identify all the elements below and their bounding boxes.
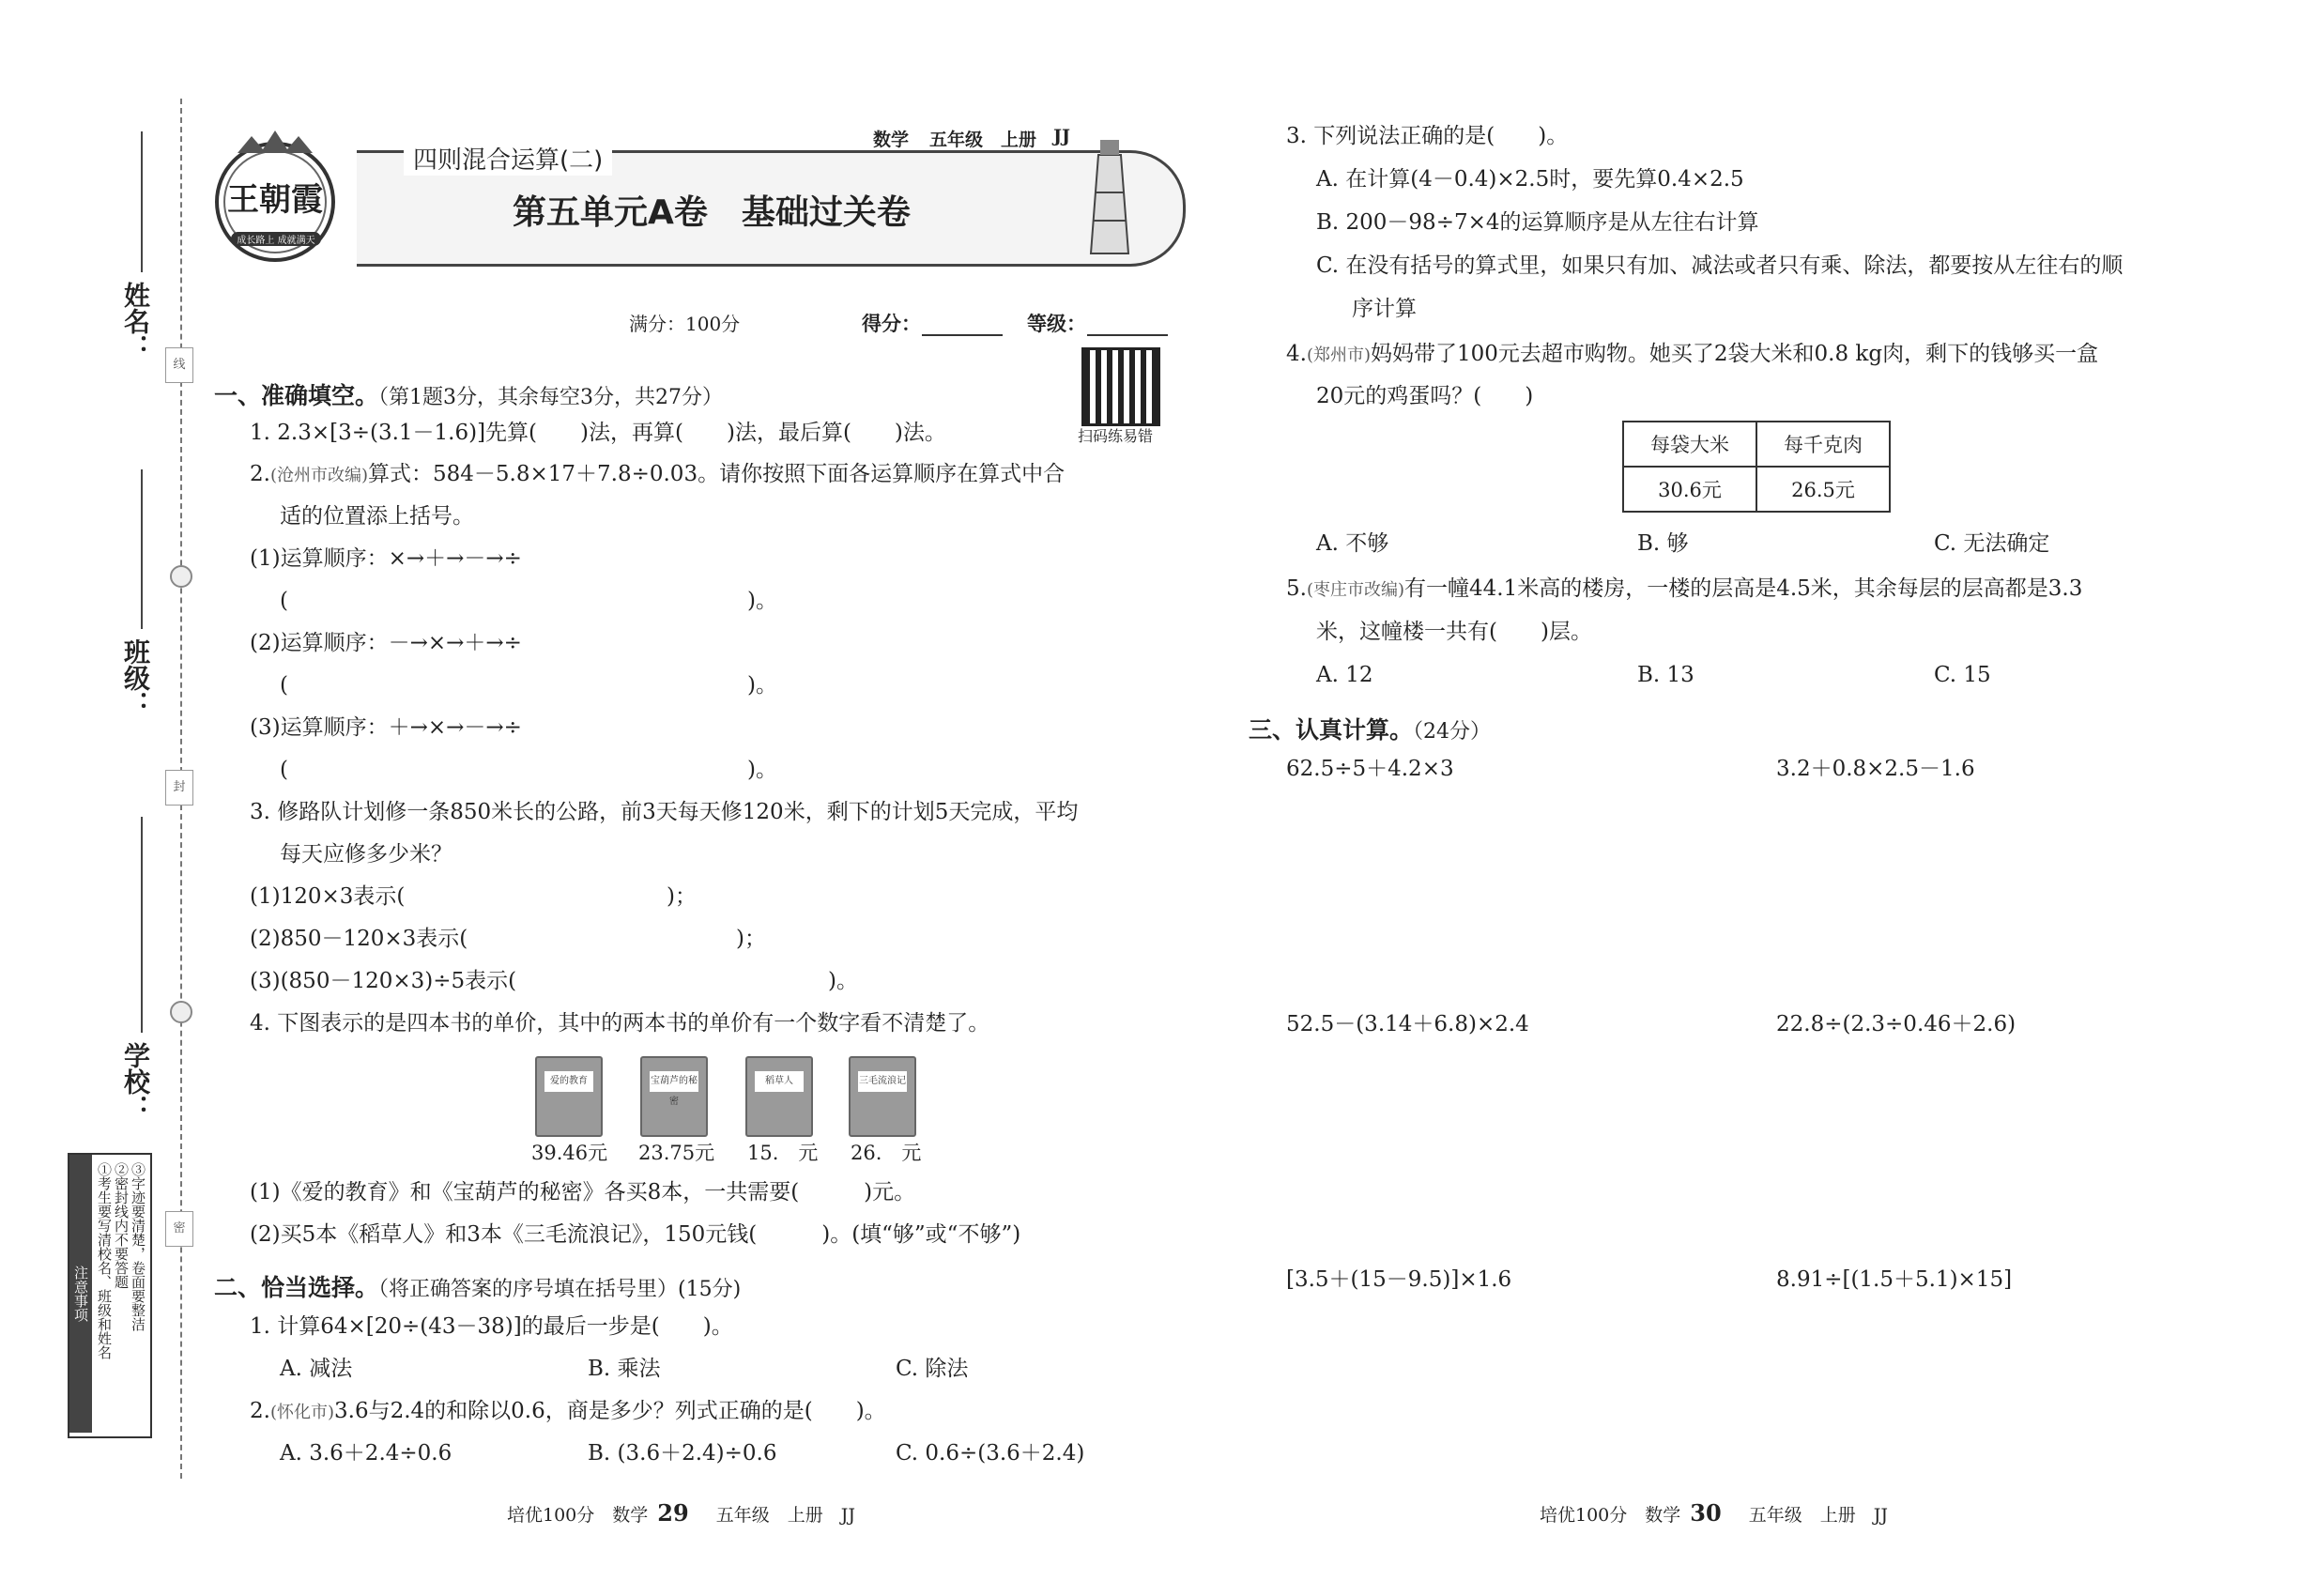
seal-mark-xian: 线: [165, 347, 193, 383]
choice-4: 4.(郑州市)妈妈带了100元去超市购物。她买了2袋大米和0.8 kg肉，剩下的钱够买一盒: [1286, 342, 2099, 366]
calc-problem: 52.5－(3.14＋6.8)×2.4: [1286, 1012, 1529, 1036]
answer-paren-open: (: [280, 758, 288, 782]
question-1-3: 3. 修路队计划修一条850米长的公路，前3天每天修120米，剩下的计划5天完成，平均: [250, 800, 1079, 824]
seal-knob-icon: [170, 565, 192, 588]
choice-2: 2.(怀化市)3.6与2.4的和除以0.6，商是多少？列式正确的是( )。: [250, 1399, 886, 1423]
book-icon: [849, 1056, 916, 1137]
grade-field[interactable]: [1087, 310, 1168, 336]
question-1-2: 2.(沧州市改编)算式：584－5.8×17＋7.8÷0.03。请你按照下面各运算顺序在算式中合: [250, 462, 1066, 486]
price-table: [1622, 421, 1891, 513]
notice-item: ②密封线内不要答题: [113, 1162, 130, 1289]
logo: [205, 127, 345, 268]
meta-term: 上册: [1001, 130, 1037, 150]
table-row: [1623, 422, 1890, 467]
calc-problem: [3.5＋(15－9.5)]×1.6: [1286, 1267, 1512, 1292]
choice-2-option-c[interactable]: C. 0.6÷(3.6＋2.4): [896, 1441, 1085, 1466]
book-icon: [535, 1056, 603, 1137]
full-score: 满分：100分: [629, 313, 741, 335]
question-1-1: 1. 2.3×[3÷(3.1－1.6)]先算( )法，再算( )法，最后算( )法。: [250, 421, 946, 445]
choice-4-cont: 20元的鸡蛋吗？( ): [1316, 384, 1534, 408]
book-title: 爱的教育: [544, 1071, 593, 1092]
q3-part-2: (2)850－120×3表示(: [250, 927, 468, 951]
book-price: 39.46元: [531, 1142, 608, 1164]
calc-problem: 3.2＋0.8×2.5－1.6: [1776, 757, 1975, 781]
choice-3-option-c[interactable]: C. 在没有括号的算式里，如果只有加、减法或者只有乘、除法，都要按从左往右的顺: [1316, 253, 2124, 278]
question-1-4: 4. 下图表示的是四本书的单价，其中的两本书的单价有一个数字看不清楚了。: [250, 1011, 990, 1036]
book-title: 宝葫芦的秘密: [650, 1071, 698, 1092]
choice-1-option-a[interactable]: A. 减法: [280, 1357, 353, 1381]
book-price: 15. 元: [747, 1142, 819, 1164]
footer-right: 培优100分 数学 30 五年级 上册 JJ: [1540, 1499, 1889, 1527]
grade-label: 等级：: [1027, 312, 1086, 335]
book-price: 26. 元: [851, 1142, 922, 1164]
notice-box: [68, 1153, 152, 1438]
choice-1: 1. 计算64×[20÷(43－38)]的最后一步是( )。: [250, 1314, 733, 1339]
calc-problem: 62.5÷5＋4.2×3: [1286, 757, 1454, 781]
answer-paren-close[interactable]: )。: [747, 673, 777, 698]
choice-5-option-a[interactable]: A. 12: [1316, 663, 1373, 687]
book-icon: [640, 1056, 708, 1137]
book-title: 三毛流浪记: [858, 1071, 907, 1092]
seal-mark-feng: 封: [165, 770, 193, 806]
question-1-3-cont: 每天应修多少米？: [280, 842, 452, 867]
logo-slogan: 成长路上 成就满天: [231, 232, 321, 246]
q3-part-1-close[interactable]: )；: [667, 884, 697, 909]
topic-label: 四则混合运算(二): [404, 141, 612, 176]
choice-3-option-b[interactable]: B. 200－98÷7×4的运算顺序是从左往右计算: [1316, 210, 1759, 235]
notice-item: ①考生要写清校名、班级和姓名: [96, 1162, 113, 1359]
table-row: [1623, 467, 1890, 512]
answer-paren-close[interactable]: )。: [747, 758, 777, 782]
book-title: 稻草人: [755, 1071, 804, 1092]
seal-knob-icon: [170, 1001, 192, 1023]
choice-1-option-b[interactable]: B. 乘法: [588, 1357, 661, 1381]
q4-part-1: (1)《爱的教育》和《宝葫芦的秘密》各买8本，一共需要( )元。: [250, 1180, 916, 1205]
page-number: 30: [1690, 1499, 1722, 1527]
seal-mark-mi: 密: [165, 1211, 193, 1247]
question-1-2-cont: 适的位置添上括号。: [280, 504, 474, 529]
choice-5-option-c[interactable]: C. 15: [1934, 663, 1991, 687]
section-1-title: 一、准确填空。（第1题3分，其余每空3分，共27分）: [214, 382, 724, 409]
choice-3: 3. 下列说法正确的是( )。: [1286, 124, 1569, 148]
choice-5-option-b[interactable]: B. 13: [1637, 663, 1694, 687]
page-number: 29: [657, 1499, 689, 1527]
section-2-title: 二、恰当选择。（将正确答案的序号填在括号里）(15分): [214, 1274, 742, 1301]
section-3-title: 三、认真计算。（24分）: [1249, 716, 1492, 744]
class-line: [141, 469, 143, 629]
choice-5: 5.(枣庄市改编)有一幢44.1米高的楼房，一楼的层高是4.5米，其余每层的层高都是3.3: [1286, 576, 2083, 601]
lighthouse-icon: [1081, 127, 1138, 258]
choice-2-option-b[interactable]: B. (3.6＋2.4)÷0.6: [588, 1441, 777, 1466]
order-1: (1)运算顺序：×→＋→－→÷: [250, 546, 522, 571]
choice-4-option-c[interactable]: C. 无法确定: [1934, 531, 2050, 556]
score-label: 得分：: [862, 312, 921, 335]
notice-item: ③字迹要清楚，卷面要整洁: [130, 1162, 146, 1331]
answer-paren-open: (: [280, 589, 288, 613]
q3-part-1: (1)120×3表示(: [250, 884, 406, 909]
answer-paren-open: (: [280, 673, 288, 698]
q3-part-2-close[interactable]: )；: [736, 927, 766, 951]
calc-problem: 22.8÷(2.3÷0.46＋2.6): [1776, 1012, 2016, 1036]
table-cell: 26.5元: [1756, 467, 1890, 512]
page-title: 第五单元A卷 基础过关卷: [513, 193, 911, 232]
logo-text: 王朝霞: [227, 181, 323, 219]
choice-2-option-a[interactable]: A. 3.6＋2.4÷0.6: [280, 1441, 452, 1466]
meta-code: JJ: [1053, 126, 1070, 146]
meta-subject: 数学: [873, 130, 910, 150]
choice-3-option-a[interactable]: A. 在计算(4－0.4)×2.5时，要先算0.4×2.5: [1316, 167, 1744, 192]
meta-grade: 五年级: [929, 130, 984, 150]
class-label: 班级：: [120, 638, 151, 717]
choice-4-option-b[interactable]: B. 够: [1637, 531, 1689, 556]
q3-part-3-close[interactable]: )。: [828, 969, 858, 993]
school-label: 学校：: [120, 1042, 151, 1121]
order-2: (2)运算顺序：－→×→＋→÷: [250, 631, 522, 655]
q4-part-2: (2)买5本《稻草人》和3本《三毛流浪记》，150元钱( )。(填“够”或“不够”): [250, 1222, 1021, 1247]
school-line: [141, 817, 143, 1033]
book-price: 23.75元: [638, 1142, 715, 1164]
order-3: (3)运算顺序：＋→×→－→÷: [250, 715, 522, 740]
answer-paren-close[interactable]: )。: [747, 589, 777, 613]
choice-5-cont: 米，这幢楼一共有( )层。: [1316, 620, 1592, 644]
qr-code[interactable]: [1081, 347, 1160, 426]
table-header: 每袋大米: [1623, 422, 1756, 467]
calc-problem: 8.91÷[(1.5＋5.1)×15]: [1776, 1267, 2013, 1292]
choice-1-option-c[interactable]: C. 除法: [896, 1357, 969, 1381]
table-cell: 30.6元: [1623, 467, 1756, 512]
qr-caption: 扫码练易错: [1078, 427, 1154, 445]
choice-4-option-a[interactable]: A. 不够: [1316, 531, 1389, 556]
notice-title: 注意事项: [69, 1155, 92, 1433]
choice-3-option-c-cont: 序计算: [1352, 297, 1417, 321]
q3-part-3: (3)(850－120×3)÷5表示(: [250, 969, 517, 993]
score-field[interactable]: [922, 310, 1003, 336]
footer-left: 培优100分 数学 29 五年级 上册 JJ: [507, 1499, 856, 1527]
name-line: [141, 131, 143, 272]
table-header: 每千克肉: [1756, 422, 1890, 467]
name-label: 姓名：: [120, 282, 151, 361]
book-icon: [745, 1056, 813, 1137]
